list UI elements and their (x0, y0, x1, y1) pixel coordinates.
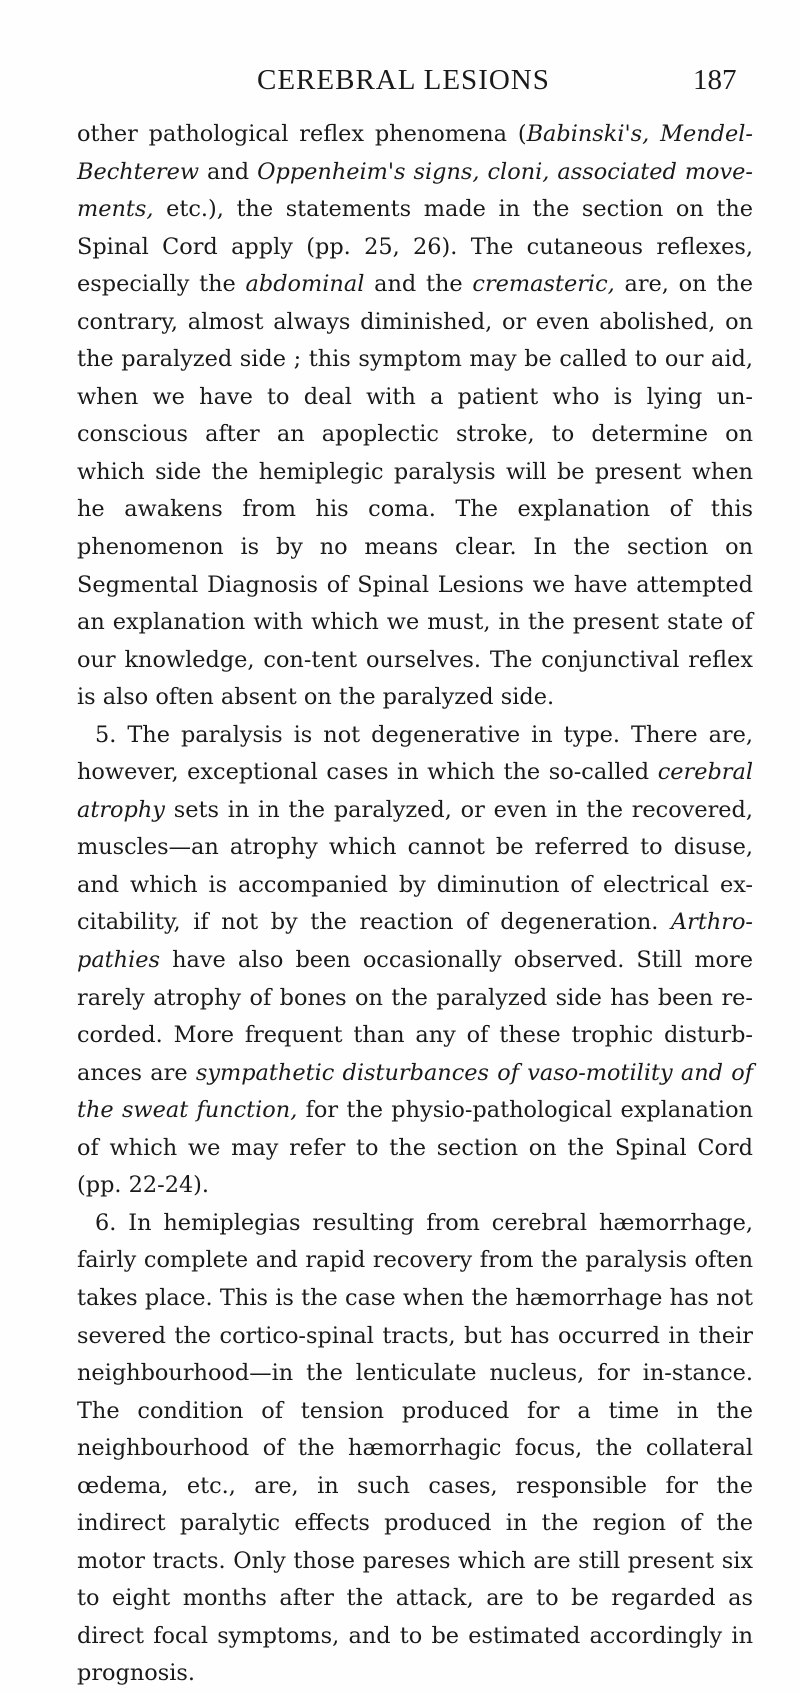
italic-text: sympathetic disturbances of vaso-motility and of the sweat function, (77, 1059, 753, 1124)
italic-text: cremasteric, (472, 271, 615, 298)
text-run: other pathological reflex phenomena ( (77, 121, 527, 147)
italic-text: Oppenheim's signs, cloni, associated move-ments, (77, 158, 753, 223)
text-run: and the (364, 271, 473, 298)
italic-text: Arthro-pathies (77, 909, 753, 974)
text-run: have also been occasionally observed. Still more rarely atrophy of bones on the paralyzed side has been re-corded. More frequent than any of these trophic disturb-ances are (77, 947, 753, 1086)
page-number: 187 (693, 64, 737, 96)
italic-text: Babinski's, Mendel-Bechterew (77, 121, 753, 185)
body-text (77, 116, 753, 1693)
paragraph-6-haemorrhage (77, 1205, 753, 1693)
text-run: 6. In hemiplegias resulting from cerebral hæmorrhage, fairly complete and rapid recovery from the paralysis often takes place. This is the case when the hæmorrhage has not severed the cortico-spinal tracts, but has occurred in their neighbourhood—in the lenticulate nucleus, for in-stance. The condition of tension produced for a time in the neighbourhood of the hæmorrhagic focus, the collateral œdema, etc., are, in such cases, responsible for the indirect paralytic effects produced in the region of the motor tracts. Only those pareses which are still present six to eight months after the attack, are to be regarded as direct focal symptoms, and to be estimated accordingly in prognosis. (77, 1209, 753, 1687)
text-run: are, on the contrary, almost always diminished, or even abolished, on the paralyzed side ; this symptom may be called to our aid, when we have to deal with a patient who is lying un-conscious after an apoplectic stroke, to determine on which side the hemiplegic paralysis will be present when he awakens from his coma. The explanation of this phenomenon is by no means clear. In the section on Segmental Diagnosis of Spinal Lesions we have attempted an explanation with which we must, in the present state of our knowledge, con-tent ourselves. The conjunctival reflex is also often absent on the paralyzed side. (77, 271, 754, 711)
running-head: CEREBRAL LESIONS (257, 64, 550, 96)
paragraph-5-degenerative (77, 717, 753, 1205)
italic-text: cerebral atrophy (77, 759, 753, 823)
text-run: for the physio-pathological explanation of which we may refer to the section on the Spinal Cord (pp. 22-24). (77, 1097, 753, 1199)
text-run: 5. The paralysis is not degenerative in type. There are, however, exceptional cases in which the so-called (77, 721, 753, 786)
paragraph-reflexes (77, 116, 753, 717)
text-run: and (199, 158, 258, 185)
text-run: etc.), the statements made in the section on the Spinal Cord apply (pp. 25, 26). The cutaneous reflexes, especially the (77, 196, 753, 298)
italic-text: abdominal (245, 271, 365, 298)
text-run: sets in in the paralyzed, or even in the recovered, muscles—an atrophy which cannot be referred to disuse, and which is accompanied by diminution of electrical ex-citability, if not by the reaction of degeneration. (77, 796, 753, 936)
